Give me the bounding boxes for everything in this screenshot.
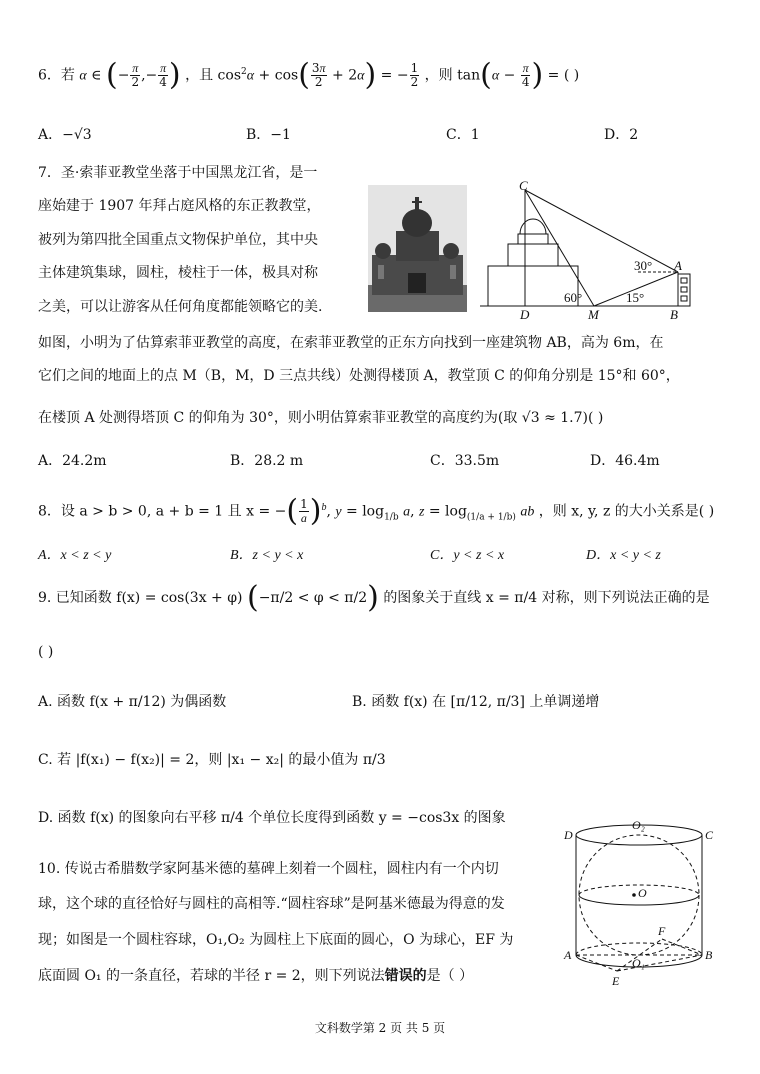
label-o: O xyxy=(638,886,647,900)
label-angle-60: 60° xyxy=(564,290,583,305)
q6-option-c: C．1 xyxy=(446,127,480,143)
q6-stem: 6．若 α ∈ (− $\frac{\pi}{2}$ ,− $\frac{\pi}{4}$ ) ，且 $\cos^2\alpha + \cos$( $\frac{3\pi}{2}$ + 2α) = − $\frac{1}{2}$ ，则 tan(α − $\frac{\pi}{4}$ ) = ( ) xyxy=(38,57,580,93)
building-middle-shape xyxy=(508,244,558,266)
q7-line-5: 之美，可以让游客从任何角度都能领略它的美. xyxy=(38,299,323,315)
bottom-back-arc xyxy=(576,943,702,955)
q7-line-1: 7．圣·索菲亚教堂坐落于中国黑龙江省，是一 xyxy=(38,165,318,181)
line-ca xyxy=(525,190,678,272)
q8-stem: 8．设 a > b > 0, a + b = 1 且 x = −( $\frac{1}{a}$ )$^b$, $y = \log_{1/b} a$, $z = \log_{(1/a + 1/b)}$ ab ，则 x, y, z 的大小关系是( ) xyxy=(38,493,715,529)
q7-line-7: 它们之间的地面上的点 M（B，M，D 三点共线）处测得楼顶 A，教堂顶 C 的仰角分别是 15°和 60°， xyxy=(38,368,680,384)
q7-line-8: 在楼顶 A 处测得塔顶 C 的仰角为 30°，则小明估算索菲亚教堂的高度约为(取 √3 ≈ 1.7)( ) xyxy=(38,410,604,426)
q8-option-c: C．y < z < x xyxy=(430,548,505,563)
q8-option-a: A．x < z < y xyxy=(38,548,112,563)
label-b: B xyxy=(670,307,678,320)
label-c: C xyxy=(705,828,714,842)
q7-line-3: 被列为第四批全国重点文物保护单位，其中央 xyxy=(38,232,318,248)
q6-option-b: B．−1 xyxy=(246,127,291,143)
label-d: D xyxy=(564,828,573,842)
label-c: C xyxy=(519,178,528,193)
q8-option-b: B．z < y < x xyxy=(230,548,304,563)
q7-option-c: C．33.5m xyxy=(430,453,500,469)
q9-paren: ( ) xyxy=(38,644,54,660)
q7-line-2: 座始建于 1907 年拜占庭风格的东正教教堂， xyxy=(38,198,321,214)
window-icon xyxy=(681,278,687,283)
q9-option-a: A. 函数 f(x + π/12) 为偶函数 xyxy=(38,694,227,710)
q7-line-4: 主体建筑集球，圆柱，棱柱于一体，极具对称 xyxy=(38,265,318,281)
line-eb xyxy=(617,955,702,971)
dome-shape xyxy=(520,219,546,234)
q10-line-3: 现；如图是一个圆柱容球，O₁,O₂ 为圆柱上下底面的圆心，O 为球心，EF 为 xyxy=(38,932,514,948)
q9-stem: 9. 已知函数 f(x) = cos(3x + φ) (−π/2 < φ < π/2) 的图象关于直线 x = π/4 对称，则下列说法正确的是 xyxy=(38,580,710,615)
q10-line-2: 球，这个球的直径恰好与圆柱的高相等.“圆柱容球”是阿基米德最为得意的发 xyxy=(38,896,505,912)
label-angle-30: 30° xyxy=(634,258,653,273)
label-f: F xyxy=(658,924,666,938)
elevation-diagram xyxy=(470,178,700,320)
label-angle-15: 15° xyxy=(626,290,645,305)
label-m: M xyxy=(588,307,599,320)
line-cm xyxy=(525,190,594,306)
label-e: E xyxy=(612,974,620,988)
cylinder-sphere-diagram xyxy=(562,815,722,990)
page-footer: 文科数学第 2 页 共 5 页 xyxy=(314,1021,446,1035)
cathedral-photo xyxy=(368,185,467,312)
label-o2: O₂ xyxy=(632,818,645,832)
center-dot-icon xyxy=(632,893,636,897)
line-ae xyxy=(576,955,617,971)
label-a: A xyxy=(674,258,682,273)
q6-option-d: D．2 xyxy=(604,127,639,143)
q9-option-c: C. 若 |f(x₁) − f(x₂)| = 2，则 |x₁ − x₂| 的最小值为 π/3 xyxy=(38,752,386,768)
building-top-shape xyxy=(518,234,548,244)
label-b: B xyxy=(705,948,713,962)
q6-option-a: A．−√3 xyxy=(38,127,92,143)
q10-line-1: 10. 传说古希腊数学家阿基米德的墓碑上刻着一个圆柱，圆柱内有一个内切 xyxy=(38,861,499,877)
cathedral-silhouette-icon xyxy=(368,185,467,312)
q7-option-a: A．24.2m xyxy=(38,453,107,469)
q7-line-6: 如图，小明为了估算索菲亚教堂的高度，在索菲亚教堂的正东方向找到一座建筑物 AB，高为 6m，在 xyxy=(38,335,664,351)
q7-option-b: B．28.2 m xyxy=(230,453,304,469)
q10-line-4: 底面圆 O₁ 的一条直径，若球的半径 r = 2，则下列说法错误的是（ ） xyxy=(38,968,474,984)
q8-option-d: D．x < y < z xyxy=(586,548,661,563)
q7-option-d: D．46.4m xyxy=(590,453,660,469)
window-icon xyxy=(681,287,687,292)
label-a: A xyxy=(564,948,572,962)
emphasis-wrong: 错误的 xyxy=(384,968,427,984)
label-d: D xyxy=(520,307,530,320)
window-icon xyxy=(681,296,687,301)
q9-option-b: B. 函数 f(x) 在 [π/12, π/3] 上单调递增 xyxy=(352,694,600,710)
label-o1: O₁ xyxy=(632,956,645,970)
q9-option-d: D. 函数 f(x) 的图象向右平移 π/4 个单位长度得到函数 y = −cos3x 的图象 xyxy=(38,810,506,826)
